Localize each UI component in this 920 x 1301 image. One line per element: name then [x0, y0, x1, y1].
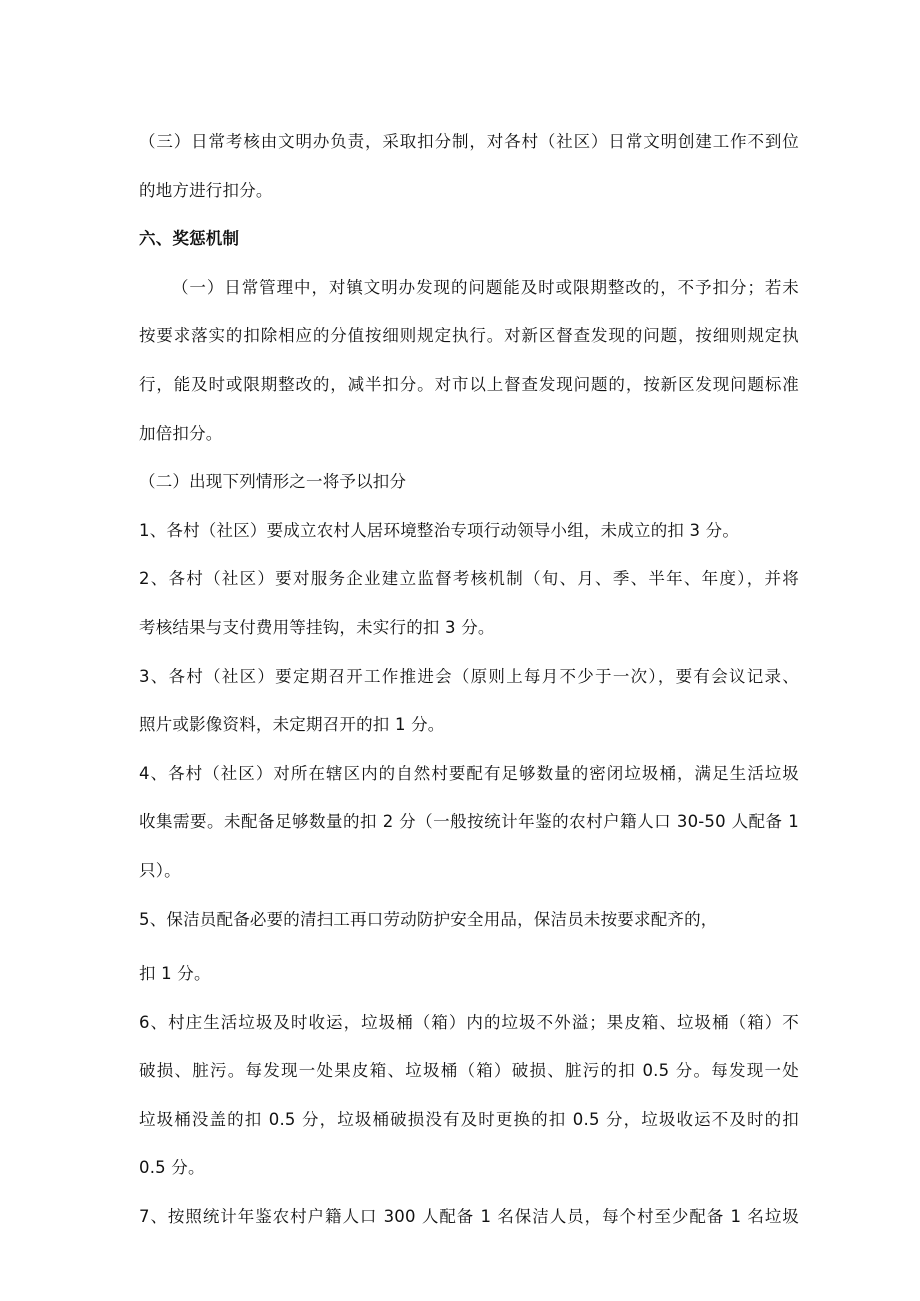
paragraph-line: 行，能及时或限期整改的，减半扣分。对市以上督查发现问题的，按新区发现问题标准: [139, 374, 799, 394]
rule-line: 7、按照统计年鉴农村户籍人口 300 人配备 1 名保洁人员，每个村至少配备 1 名垃圾: [139, 1207, 799, 1227]
paragraph-line: 按要求落实的扣除相应的分值按细则规定执行。对新区督查发现的问题，按细则规定执: [139, 326, 799, 346]
rule-line: 扣 1 分。: [139, 964, 211, 984]
sub-heading: （二）出现下列情形之一将予以扣分: [139, 472, 407, 492]
paragraph-line: 加倍扣分。: [139, 423, 223, 443]
rule-line: 收集需要。未配备足够数量的扣 2 分（一般按统计年鉴的农村户籍人口 30-50 人配备 1: [139, 812, 799, 832]
rule-line: 只）。: [139, 860, 181, 880]
rule-line: 0.5 分。: [139, 1158, 205, 1178]
rule-line: 破损、脏污。每发现一处果皮箱、垃圾桶（箱）破损、脏污的扣 0.5 分。每发现一处: [139, 1061, 799, 1081]
rule-line: 5、保洁员配备必要的清扫工再口劳动防护安全用品，保洁员未按要求配齐的，: [139, 909, 718, 929]
rule-line: 考核结果与支付费用等挂钩，未实行的扣 3 分。: [139, 617, 495, 637]
paragraph-line: （一）日常管理中，对镇文明办发现的问题能及时或限期整改的，不予扣分；若未: [172, 277, 799, 297]
section-heading: 六、奖惩机制: [139, 229, 240, 249]
rule-line: 照片或影像资料，未定期召开的扣 1 分。: [139, 715, 445, 735]
paragraph-line: 的地方进行扣分。: [139, 180, 273, 200]
paragraph-line: （三）日常考核由文明办负责，采取扣分制，对各村（社区）日常文明创建工作不到位: [139, 132, 799, 151]
rule-line: 4、各村（社区）对所在辖区内的自然村要配有足够数量的密闭垃圾桶，满足生活垃圾: [139, 763, 799, 783]
rule-line: 3、各村（社区）要定期召开工作推进会（原则上每月不少于一次），要有会议记录、: [139, 666, 799, 686]
rule-line: 6、村庄生活垃圾及时收运，垃圾桶（箱）内的垃圾不外溢；果皮箱、垃圾桶（箱）不: [139, 1012, 799, 1032]
rule-line: 垃圾桶没盖的扣 0.5 分，垃圾桶破损没有及时更换的扣 0.5 分，垃圾收运不及时的扣: [139, 1109, 799, 1129]
rule-line: 2、各村（社区）要对服务企业建立监督考核机制（旬、月、季、半年、年度），并将: [139, 569, 799, 589]
document-page: [139, 118, 799, 1242]
rule-line: 1、各村（社区）要成立农村人居环境整治专项行动领导小组，未成立的扣 3 分。: [139, 520, 740, 540]
